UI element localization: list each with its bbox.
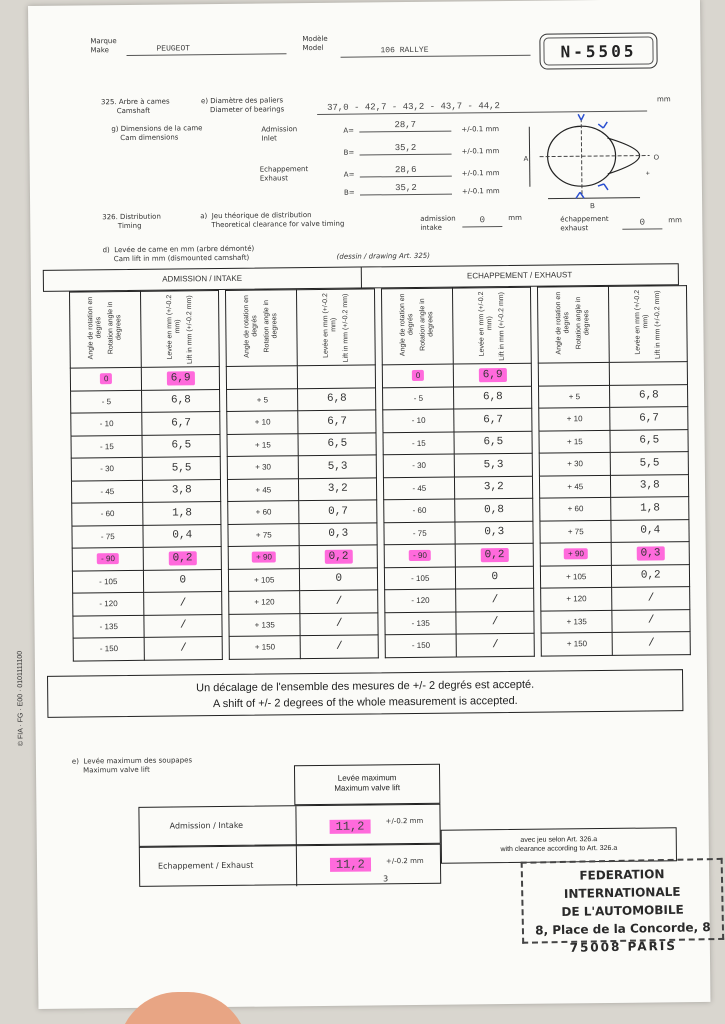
lift-cell: 3,8 (143, 479, 221, 502)
intake-negative-block (69, 290, 223, 661)
lift-cell: / (144, 592, 222, 615)
lift-cell: 1,8 (611, 497, 689, 520)
lift-cell: 3,2 (455, 476, 533, 499)
angle-cell: - 45 (71, 480, 143, 503)
model-label: Modèle Model (302, 34, 328, 53)
section-326-title: 326. Distribution Timing (102, 212, 161, 231)
make-value: PEUGEOT (126, 43, 286, 56)
angle-cell: + 5 (227, 388, 299, 411)
document-page (16, 0, 711, 1009)
table-row (73, 592, 222, 616)
max-lift-exhaust-row (139, 844, 441, 887)
intake-clearance-unit: mm (508, 213, 522, 222)
angle-cell: - 30 (383, 454, 455, 477)
exhaust-b-value: 35,2 (360, 183, 452, 196)
lift-cell: / (145, 637, 223, 660)
lift-cell: 6,9 (454, 363, 532, 386)
table-row (384, 521, 533, 545)
angle-cell: 0 (382, 364, 454, 387)
lift-cell: / (301, 635, 379, 658)
lift-cell: 6,7 (142, 412, 220, 435)
table-row (539, 429, 688, 453)
exhaust-b-tolerance: +/-0.1 mm (461, 187, 500, 196)
angle-cell: + 75 (228, 523, 300, 546)
angle-cell: - 105 (384, 567, 456, 590)
table-row (540, 542, 689, 566)
angle-cell: - 15 (383, 432, 455, 455)
lift-cell (610, 362, 688, 385)
table-row (385, 633, 534, 657)
lift-cell: 6,8 (142, 389, 220, 412)
lift-column-header: Levée en mm (+/-0.2 mm) Lift in mm (+/-0.2 mm) (297, 289, 375, 366)
admission-header: ADMISSION / INTAKE (44, 268, 362, 291)
angle-cell: + 45 (227, 478, 299, 501)
side-code: © FIA · FG · E00 · 0101111100 (16, 650, 25, 747)
table-row (71, 479, 220, 503)
angle-cell: + 75 (540, 520, 612, 543)
lift-cell: 0 (456, 566, 534, 589)
inlet-a-label: A= (343, 126, 355, 135)
max-lift-intake-label: Admission / Intake (169, 820, 244, 831)
angle-cell: + 90 (228, 546, 300, 569)
table-row (539, 452, 688, 476)
table-row (228, 545, 377, 569)
angle-cell: + 30 (539, 452, 611, 475)
lift-cell: 6,9 (142, 367, 220, 390)
lift-cell: 5,5 (143, 457, 221, 480)
angle-cell: - 5 (71, 390, 143, 413)
lift-cell: / (457, 633, 535, 656)
table-row (383, 476, 532, 500)
table-row (228, 522, 377, 546)
lift-cell: / (456, 611, 534, 634)
exhaust-a-label: A= (343, 170, 355, 179)
bearing-diameter-unit: mm (656, 95, 671, 104)
stamp-line-2: DE L'AUTOMOBILE (561, 902, 684, 919)
stamp-line-3: 8, Place de la Concorde, 8 (535, 920, 711, 938)
max-lift-exhaust-tolerance: +/-0.2 mm (385, 856, 424, 866)
angle-cell: - 60 (72, 502, 144, 525)
angle-cell: - 75 (384, 522, 456, 545)
angle-cell (226, 366, 298, 389)
angle-cell: + 45 (539, 475, 611, 498)
table-row (541, 609, 690, 633)
lift-cell: 0,2 (300, 545, 378, 568)
model-value: 106 RALLYE (340, 45, 530, 58)
clearance-note-box (441, 827, 677, 863)
lift-cell: 5,3 (299, 455, 377, 478)
note-english: A shift of +/- 2 degrees of the whole measurement is accepted. (212, 694, 518, 711)
intake-clearance-value: 0 (462, 215, 502, 227)
angle-cell: + 90 (540, 542, 612, 565)
angle-column-header: Angle de rotation en degrés Rotation angle in degrees (537, 286, 609, 363)
angle-cell: - 150 (385, 634, 457, 657)
lift-cell: 0,2 (456, 543, 534, 566)
lift-column-header: Levée en mm (+/-0.2 mm) Lift in mm (+/-0.2 mm) (453, 287, 531, 364)
table-row (384, 498, 533, 522)
max-lift-header: Levée maximum Maximum valve lift (334, 773, 401, 793)
angle-cell: - 120 (385, 589, 457, 612)
lift-cell: 0,4 (143, 524, 221, 547)
lift-cell: 6,5 (298, 432, 376, 455)
lift-column-header: Levée en mm (+/-0.2 mm) Lift in mm (+/-0.2 mm) (609, 286, 687, 363)
table-row (385, 611, 534, 635)
clearance-note: avec jeu selon Art. 326.a with clearance according to Art. 326.a (500, 836, 618, 854)
max-lift-intake-value: 11,2 (330, 819, 371, 833)
inlet-b-label: B= (343, 148, 355, 157)
exhaust-a-tolerance: +/-0.1 mm (461, 169, 500, 178)
lift-cell: 6,7 (610, 407, 688, 430)
lift-cell: 0,3 (455, 521, 533, 544)
lift-cell (298, 365, 376, 388)
angle-cell: + 135 (541, 610, 613, 633)
angle-cell: + 120 (541, 587, 613, 610)
angle-cell: + 5 (539, 385, 611, 408)
drawing-reference: (dessin / drawing Art. 325) (336, 251, 430, 261)
exhaust-negative-block (381, 287, 535, 658)
table-row (228, 567, 377, 591)
table-row (71, 412, 220, 436)
make-label: Marque Make (90, 37, 117, 55)
lift-column-header: Levée en mm (+/-0.2 mm) Lift in mm (+/-0.2 mm) (141, 291, 219, 368)
lift-cell: / (144, 614, 222, 637)
exhaust-header: ECHAPPEMENT / EXHAUST (466, 270, 573, 281)
angle-cell: + 135 (229, 613, 301, 636)
lift-cell: 0,8 (455, 498, 533, 521)
table-row (541, 587, 690, 611)
intake-positive-block (225, 288, 379, 659)
table-row (541, 632, 690, 656)
table-row (227, 432, 376, 456)
table-row (383, 453, 532, 477)
angle-cell: - 45 (383, 477, 455, 500)
inlet-a-value: 28,7 (359, 120, 451, 133)
angle-cell: + 10 (539, 407, 611, 430)
lift-cell: 6,7 (454, 408, 532, 431)
exhaust-clearance-label: échappement exhaust (560, 214, 609, 233)
inlet-b-tolerance: +/-0.1 mm (461, 147, 500, 156)
angle-cell: + 105 (228, 568, 300, 591)
table-row (383, 408, 532, 432)
angle-cell: - 120 (73, 592, 145, 615)
lift-cell: 3,8 (611, 474, 689, 497)
clearance-label: a) Jeu théorique de distribution Theoretical clearance for valve timing (200, 211, 345, 230)
angle-cell: - 60 (384, 499, 456, 522)
lift-cell: 0,2 (612, 564, 690, 587)
page-number: 3 (383, 874, 389, 884)
table-row (71, 434, 220, 458)
table-row (72, 502, 221, 526)
angle-cell: - 10 (71, 412, 143, 435)
max-lift-intake-tolerance: +/-0.2 mm (385, 816, 424, 826)
angle-cell: - 75 (72, 525, 144, 548)
table-row (71, 457, 220, 481)
angle-cell: - 150 (73, 637, 145, 660)
angle-cell: + 120 (229, 591, 301, 614)
angle-cell: + 15 (539, 430, 611, 453)
table-row (226, 365, 375, 389)
diagram-b-label: B (590, 203, 595, 211)
table-row (540, 519, 689, 543)
angle-cell: + 150 (229, 636, 301, 659)
lift-cell: / (612, 609, 690, 632)
inlet-a-tolerance: +/-0.1 mm (461, 125, 500, 134)
angle-cell: - 10 (383, 409, 455, 432)
measurement-note (47, 669, 683, 718)
max-lift-intake-row (138, 804, 440, 847)
lift-cell: 0,4 (611, 519, 689, 542)
table-row (227, 455, 376, 479)
cam-lift-label: d) Levée de came en mm (arbre démonté) Cam lift in mm (dismounted camshaft) (102, 244, 255, 264)
lift-cell: 6,8 (610, 384, 688, 407)
angle-cell: - 5 (383, 387, 455, 410)
table-row (73, 614, 222, 638)
cam-profile-diagram (519, 111, 670, 213)
table-row (539, 474, 688, 498)
angle-cell: - 90 (384, 544, 456, 567)
table-row (382, 363, 531, 387)
lift-cell: / (300, 590, 378, 613)
stamp-line-1: FEDERATION INTERNATIONALE (563, 867, 681, 901)
lift-cell: 6,5 (454, 431, 532, 454)
table-row (383, 431, 532, 455)
lift-cell: 6,5 (610, 429, 688, 452)
table-row (72, 524, 221, 548)
lift-cell: 1,8 (143, 502, 221, 525)
lift-cell: 0 (144, 569, 222, 592)
table-row (538, 362, 687, 386)
fia-stamp (521, 858, 725, 955)
cam-dimensions-label: g) Dimensions de la came Cam dimensions (111, 124, 203, 143)
angle-cell: 0 (70, 367, 142, 390)
exhaust-positive-block (537, 285, 691, 656)
angle-cell (538, 362, 610, 385)
table-row (383, 386, 532, 410)
max-lift-title: e) Levée maximum des soupapes Maximum valve lift (71, 756, 193, 775)
table-row (227, 387, 376, 411)
intake-clearance-label: admission intake (420, 214, 456, 232)
angle-column-header: Angle de rotation en degrés Rotation angle in degrees (69, 291, 141, 368)
lift-cell: / (456, 588, 534, 611)
exhaust-b-label: B= (343, 188, 355, 197)
exhaust-a-value: 28,6 (360, 165, 452, 178)
table-row (385, 588, 534, 612)
angle-column-header: Angle de rotation en degrés Rotation angle in degrees (225, 290, 297, 367)
angle-cell: + 105 (540, 565, 612, 588)
angle-cell: - 135 (73, 615, 145, 638)
section-325-title: 325. Arbre à cames Camshaft (100, 97, 170, 116)
lift-cell: 5,3 (455, 453, 533, 476)
table-row (540, 497, 689, 521)
lift-cell: 6,8 (298, 387, 376, 410)
angle-cell: + 60 (228, 501, 300, 524)
stamp-line-4: 75008 PARIS (569, 938, 678, 955)
lift-cell: 6,8 (454, 386, 532, 409)
table-row (227, 410, 376, 434)
table-row (73, 637, 222, 661)
table-row (228, 500, 377, 524)
angle-cell: - 90 (72, 547, 144, 570)
angle-cell: + 30 (227, 456, 299, 479)
inlet-label: Admission Inlet (261, 125, 298, 143)
max-lift-exhaust-label: Echappement / Exhaust (157, 860, 254, 871)
table-row (540, 564, 689, 588)
exhaust-clearance-value: 0 (622, 217, 662, 229)
lift-cell: 0,3 (299, 522, 377, 545)
table-row (539, 384, 688, 408)
lift-cell: / (612, 587, 690, 610)
table-row (229, 612, 378, 636)
note-french: Un décalage de l'ensemble des mesures de +/- 2 degrés est accepté. (196, 678, 535, 695)
table-row (229, 590, 378, 614)
table-row (70, 367, 219, 391)
lift-cell: / (613, 632, 691, 655)
angle-cell: - 105 (72, 570, 144, 593)
max-lift-exhaust-value: 11,2 (330, 857, 371, 871)
table-row (384, 566, 533, 590)
table-row (229, 635, 378, 659)
angle-cell: - 15 (71, 435, 143, 458)
lift-cell: 6,5 (142, 434, 220, 457)
lift-cell: 0,7 (299, 500, 377, 523)
diagram-plus-label: + (645, 170, 650, 178)
bearing-diameter-label: e) Diamètre des paliers Diameter of bearings (200, 96, 285, 115)
exhaust-clearance-unit: mm (668, 216, 682, 225)
angle-cell: + 60 (540, 497, 612, 520)
table-row (539, 407, 688, 431)
bearing-diameter-value: 37,0 - 42,7 - 43,2 - 43,7 - 44,2 (317, 100, 647, 115)
lift-cell: 3,2 (299, 477, 377, 500)
table-row (384, 543, 533, 567)
table-row (71, 389, 220, 413)
lift-cell: / (300, 612, 378, 635)
diagram-o-label: O (653, 154, 660, 162)
angle-column-header: Angle de rotation en degrés Rotation angle in degrees (381, 288, 453, 365)
angle-cell: - 135 (385, 612, 457, 635)
table-row (227, 477, 376, 501)
angle-cell: + 150 (541, 632, 613, 655)
max-lift-header-cell (294, 764, 440, 806)
diagram-a-label: A (523, 155, 529, 163)
inlet-b-value: 35,2 (359, 143, 451, 156)
angle-cell: - 30 (71, 457, 143, 480)
lift-cell: 5,5 (611, 452, 689, 475)
angle-cell: + 15 (227, 433, 299, 456)
lift-cell: 6,7 (298, 410, 376, 433)
table-row (72, 569, 221, 593)
lift-cell: 0,2 (144, 547, 222, 570)
lift-cell: 0,3 (612, 542, 690, 565)
angle-cell: + 10 (227, 411, 299, 434)
lift-cell: 0 (300, 567, 378, 590)
exhaust-label: Echappement Exhaust (259, 165, 309, 183)
document-number: N-5505 (539, 32, 657, 69)
table-row (72, 547, 221, 571)
